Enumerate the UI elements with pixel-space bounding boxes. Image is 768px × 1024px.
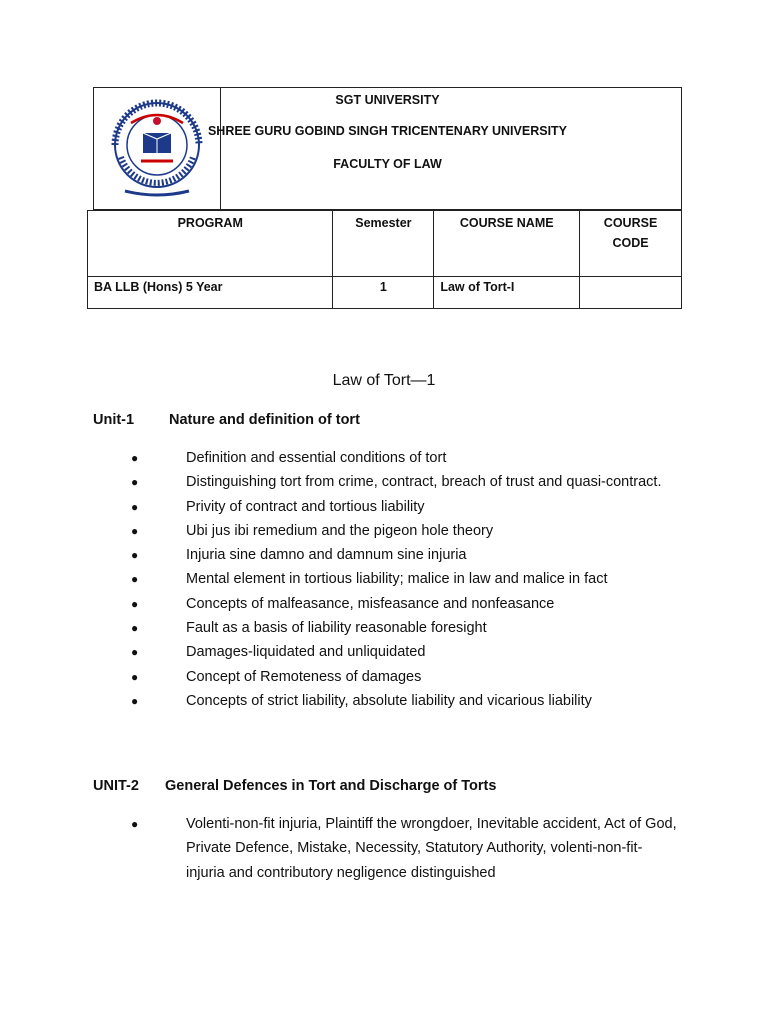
bullet-icon: ●: [131, 669, 139, 684]
unit-2-title: General Defences in Tort and Discharge of Torts: [165, 778, 497, 794]
bullet-icon: ●: [131, 572, 139, 587]
header-table: [93, 87, 682, 210]
bullet-icon: ●: [131, 451, 139, 465]
list-item: ● Definition and essential conditions of tort: [0, 446, 680, 470]
list-item: ● Ubi jus ibi remedium and the pigeon hole theory: [0, 519, 680, 543]
course-table-header-row: [88, 211, 682, 277]
list-item: ● Concepts of strict liability, absolute liability and vicarious liability: [0, 689, 680, 713]
list-item: ● Mental element in tortious liability; malice in law and malice in fact: [0, 567, 680, 591]
bullet-icon: ●: [131, 645, 139, 660]
bullet-icon: ●: [131, 621, 139, 636]
list-item: ● Damages-liquidated and unliquidated: [0, 640, 680, 664]
university-short-name: SGT UNIVERSITY: [335, 93, 440, 107]
course-table: [87, 210, 682, 309]
unit-1-number: Unit-1: [93, 412, 135, 428]
bullet-icon: ●: [131, 817, 139, 831]
list-item: ● Fault as a basis of liability reasonable foresight: [0, 616, 680, 640]
unit-1-heading: [93, 412, 360, 428]
unit-1-list: [0, 446, 680, 713]
faculty-name: FACULTY OF LAW: [333, 157, 442, 171]
header-course-code: COURSE CODE: [580, 211, 682, 277]
cell-course-code: [580, 277, 682, 309]
bullet-icon: ●: [131, 693, 139, 708]
bullet-icon: ●: [131, 499, 139, 514]
cell-course-name: Law of Tort-I: [434, 277, 580, 309]
bullet-icon: ●: [131, 523, 139, 538]
unit-2-list: [0, 812, 680, 885]
course-table-row: [88, 277, 682, 309]
bullet-icon: ●: [131, 596, 139, 611]
unit-2-heading: [93, 778, 496, 794]
list-item: ● Distinguishing tort from crime, contract, breach of trust and quasi-contract.: [0, 470, 680, 494]
list-item: ● Injuria sine damno and damnum sine injuria: [0, 543, 680, 567]
unit-1-title: Nature and definition of tort: [169, 412, 360, 428]
cell-program: BA LLB (Hons) 5 Year: [88, 277, 333, 309]
list-item: ● Concepts of malfeasance, misfeasance and nonfeasance: [0, 592, 680, 616]
bullet-icon: ●: [131, 475, 139, 490]
unit-2-number: UNIT-2: [93, 778, 139, 794]
bullet-icon: ●: [131, 548, 139, 563]
document-title: Law of Tort—1: [332, 372, 436, 389]
cell-semester: 1: [333, 277, 434, 309]
header-course-name: COURSE NAME: [434, 211, 580, 277]
title-cell: [207, 88, 681, 209]
list-item: ● Privity of contract and tortious liability: [0, 495, 680, 519]
header-program: PROGRAM: [88, 211, 333, 277]
list-item: ● Concept of Remoteness of damages: [0, 665, 680, 689]
list-item: ● Volenti-non-fit injuria, Plaintiff the wrongdoer, Inevitable accident, Act of God, Private Defence, Mistake, Necessity, Statutory Authority, volenti-non-fit-injuria and contributory negligence distinguished: [0, 812, 680, 885]
university-full-name: SHREE GURU GOBIND SINGH TRICENTENARY UNIVERSITY: [207, 124, 568, 138]
header-semester: Semester: [333, 211, 434, 277]
